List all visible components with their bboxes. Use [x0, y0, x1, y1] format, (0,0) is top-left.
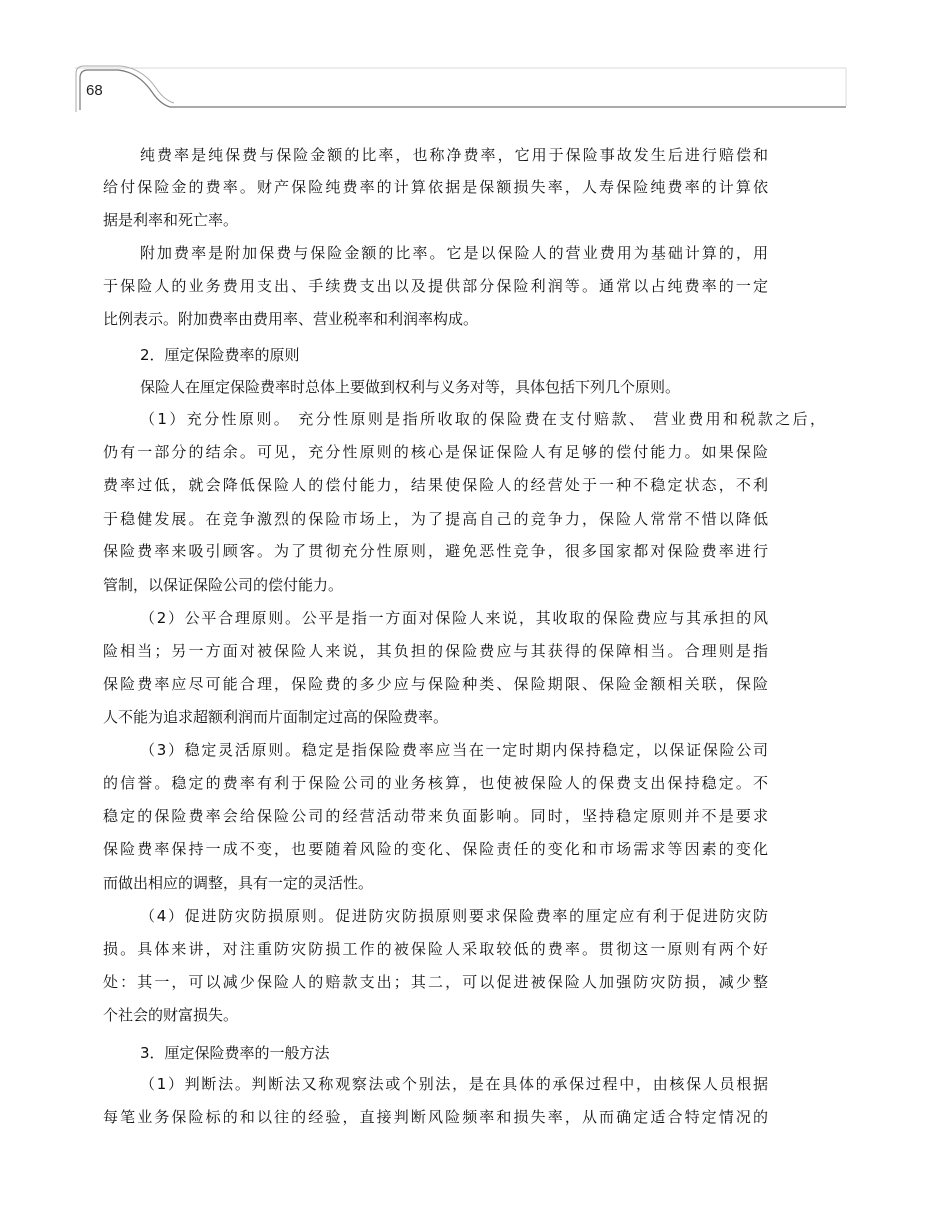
text-line: 比例表示。附加费率由费用率、营业税率和利润率构成。	[103, 310, 479, 328]
text-line: （1）判断法。判断法又称观察法或个别法，是在具体的承保过程中，由核保人员根据	[140, 1075, 768, 1093]
section-heading: 2．厘定保险费率的原则	[140, 346, 300, 364]
text-line: （2）公平合理原则。公平是指一方面对保险人来说，其收取的保险费应与其承担的风	[140, 609, 768, 627]
text-line: 的信誉。稳定的费率有利于保险公司的业务核算，也使被保险人的保费支出保持稳定。不	[103, 774, 768, 792]
text-line: 保险费率应尽可能合理，保险费的多少应与保险种类、保险期限、保险金额相关联，保险	[103, 675, 768, 693]
text-line: 个社会的财富损失。	[103, 1006, 239, 1024]
text-line: 据是利率和死亡率。	[103, 211, 239, 229]
text-line: 保险费率保持一成不变，也要随着风险的变化、保险责任的变化和市场需求等因素的变化	[103, 840, 768, 858]
text-line: 附加费率是附加保费与保险金额的比率。它是以保险人的营业费用为基础计算的，用	[140, 244, 768, 262]
text-line: 稳定的保险费率会给保险公司的经营活动带来负面影响。同时，坚持稳定原则并不是要求	[103, 807, 768, 825]
header-decoration	[0, 0, 950, 120]
text-line: 管制，以保证保险公司的偿付能力。	[103, 576, 344, 594]
text-line: 保险人在厘定保险费率时总体上要做到权利与义务对等，具体包括下列几个原则。	[140, 378, 681, 396]
page-header	[0, 0, 950, 120]
text-line: 保险费率来吸引顾客。为了贯彻充分性原则，避免恶性竞争，很多国家都对保险费率进行	[103, 542, 768, 560]
text-line: 纯费率是纯保费与保险金额的比率，也称净费率，它用于保险事故发生后进行赔偿和	[140, 146, 768, 164]
page-number: 68	[86, 82, 103, 99]
text-line: （1）充分性原则。 充分性原则是指所收取的保险费在支付赔款、 营业费用和税款之后，	[140, 410, 825, 428]
text-line: 费率过低，就会降低保险人的偿付能力，结果使保险人的经营处于一种不稳定状态，不利	[103, 476, 768, 494]
text-line: 每笔业务保险标的和以往的经验，直接判断风险频率和损失率，从而确定适合特定情况的	[103, 1108, 768, 1126]
text-line: 险相当；另一方面对被保险人来说，其负担的保险费应与其获得的保障相当。合理则是指	[103, 642, 768, 660]
text-line: （3）稳定灵活原则。稳定是指保险费率应当在一定时期内保持稳定，以保证保险公司	[140, 741, 768, 759]
text-line: 于保险人的业务费用支出、手续费支出以及提供部分保险利润等。通常以占纯费率的一定	[103, 277, 768, 295]
text-line: 人不能为追求超额利润而片面制定过高的保险费率。	[103, 708, 449, 726]
text-line: 于稳健发展。在竞争激烈的保险市场上，为了提高自己的竞争力，保险人常常不惜以降低	[103, 510, 768, 528]
text-line: 仍有一部分的结余。可见，充分性原则的核心是保证保险人有足够的偿付能力。如果保险	[103, 443, 768, 461]
text-line: 损。具体来讲，对注重防灾防损工作的被保险人采取较低的费率。贯彻这一原则有两个好	[103, 940, 768, 958]
text-line: 而做出相应的调整，具有一定的灵活性。	[103, 874, 374, 892]
text-line: 给付保险金的费率。财产保险纯费率的计算依据是保额损失率，人寿保险纯费率的计算依	[103, 178, 768, 196]
section-heading: 3．厘定保险费率的一般方法	[140, 1044, 330, 1062]
text-line: 处：其一，可以减少保险人的赔款支出；其二，可以促进被保险人加强防灾防损，减少整	[103, 973, 768, 991]
text-line: （4）促进防灾防损原则。促进防灾防损原则要求保险费率的厘定应有利于促进防灾防	[140, 907, 768, 925]
